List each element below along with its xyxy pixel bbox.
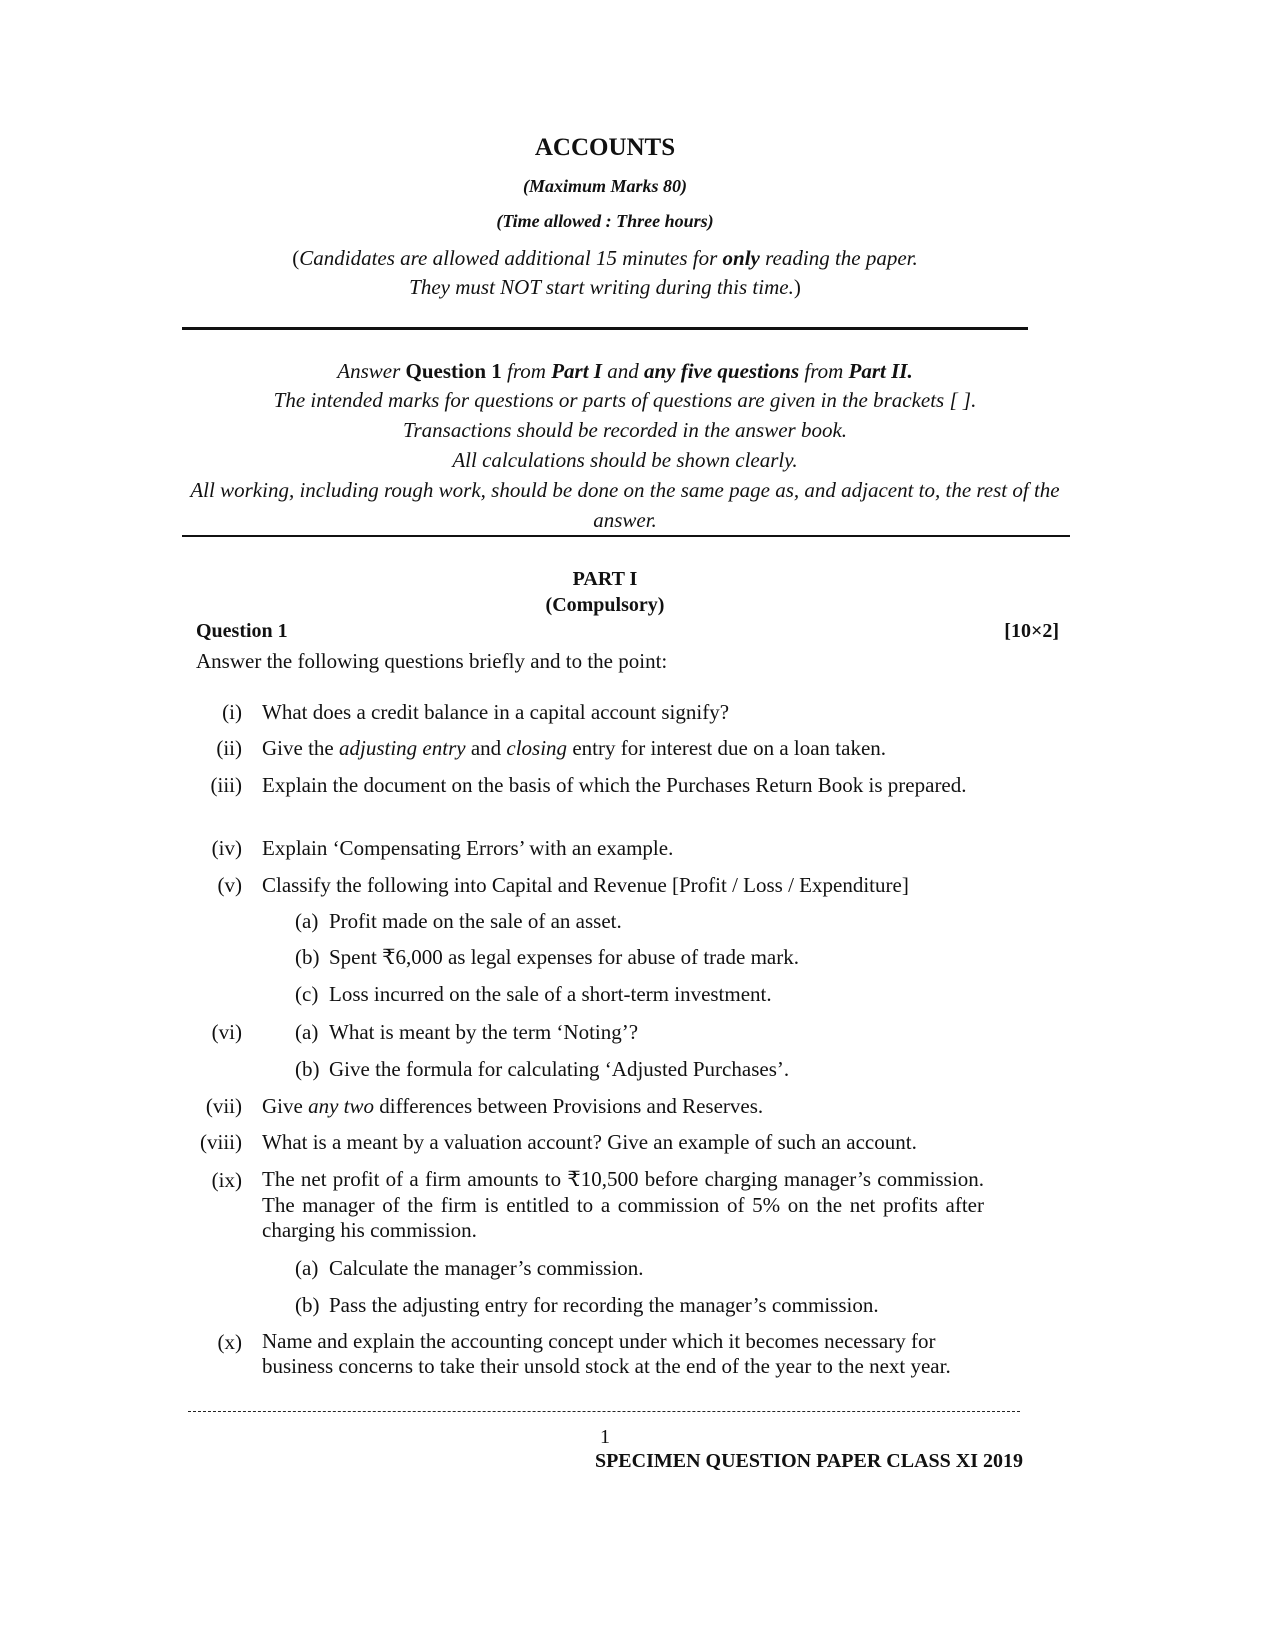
text-run: differences between Provisions and Reserves. [374,1094,764,1118]
item-number: (ix) [211,1168,242,1192]
instruction-line: Transactions should be recorded in the answer book. [402,418,848,442]
instruction-text: and [601,359,644,383]
paper-title: ACCOUNTS [534,134,676,161]
reading-note-text: Candidates are allowed additional 15 minutes for [299,246,723,270]
item-number: (i) [222,700,242,724]
reading-note-line2 [0,274,1210,300]
instruction-line [0,358,1250,384]
question-marks: [10×2] [1004,620,1059,642]
instruction-text: Answer [337,359,406,383]
item-text: Classify the following into Capital and Revenue [Profit / Loss / Expenditure] [262,873,909,897]
instruction-emphasis: Part I [551,359,602,383]
maximum-marks: (Maximum Marks 80) [522,176,688,196]
question-intro: Answer the following questions briefly and to the point: [196,649,668,673]
subitem-number: (a) [295,1256,319,1280]
text-run: entry for interest due on a loan taken. [567,736,887,760]
item-text: Explain ‘Compensating Errors’ with an example. [262,836,674,860]
subitem-number: (b) [295,1057,320,1081]
reading-note-emphasis: only [722,246,760,270]
subitem-number: (a) [295,909,319,933]
reading-note-text: They must NOT start writing during this time. [409,275,794,299]
subitem-text: Pass the adjusting entry for recording the manager’s commission. [329,1293,879,1317]
item-text: What is a meant by a valuation account? Give an example of such an account. [262,1130,917,1154]
subitem-text: Spent ₹6,000 as legal expenses for abuse of trade mark. [329,945,799,969]
item-number: (ii) [216,736,242,760]
item-number: (vii) [205,1094,242,1118]
text-run: Give the [262,736,339,760]
subitem-text: Give the formula for calculating ‘Adjusted Purchases’. [329,1057,790,1081]
item-number: (v) [217,873,242,897]
part-title: PART I [572,568,638,590]
page-number: 1 [600,1426,610,1448]
subitem-number: (c) [295,982,319,1006]
subitem-text: What is meant by the term ‘Noting’? [329,1020,639,1044]
item-number: (viii) [200,1130,242,1154]
item-text: The net profit of a firm amounts to ₹10,500 before charging manager’s commission. The manager of the firm is entitled to a commission of 5% on the net profits after charging his commission. [262,1167,984,1242]
instruction-text: from [501,359,552,383]
time-allowed: (Time allowed : Three hours) [496,211,714,231]
subitem-text: Profit made on the sale of an asset. [329,909,622,933]
text-run: Give [262,1094,309,1118]
item-text [262,735,984,761]
item-number: (iii) [210,773,242,797]
footer-caption: SPECIMEN QUESTION PAPER CLASS XI 2019 [594,1450,1023,1472]
reading-note-text: reading the paper. [759,246,918,270]
item-number: (iv) [211,836,242,860]
item-text: Name and explain the accounting concept under which it becomes necessary for business concerns to take their unsold stock at the end of the year to the next year. [262,1329,951,1378]
instruction-line: The intended marks for questions or parts of questions are given in the brackets [ ]. [273,388,977,412]
subitem-number: (b) [295,1293,320,1317]
question-label: Question 1 [196,620,288,642]
text-run-italic: closing [506,736,568,760]
item-text: What does a credit balance in a capital account signify? [262,700,730,724]
dashed-divider [188,1411,1020,1412]
text-run-italic: any two [308,1094,374,1118]
reading-note-line1 [0,245,1210,271]
instruction-line: All calculations should be shown clearly. [452,448,798,472]
text-run: and [465,736,507,760]
subitem-number: (a) [295,1020,319,1044]
instruction-line: All working, including rough work, should be done on the same page as, and adjacent to, the rest of the answer. [190,478,1060,532]
text-run-italic: adjusting entry [338,736,466,760]
subitem-text: Loss incurred on the sale of a short-term investment. [329,982,772,1006]
instruction-emphasis: Question 1 [405,359,502,383]
instruction-emphasis: Part II. [848,359,913,383]
item-number: (x) [217,1330,242,1354]
item-number: (vi) [211,1020,242,1044]
divider [182,327,1028,330]
instruction-text: from [799,359,849,383]
instruction-emphasis: any five questions [643,359,800,383]
divider [182,535,1070,537]
item-text [262,1093,984,1119]
paren-open: ( [292,246,300,270]
part-subtitle: (Compulsory) [545,594,665,616]
subitem-text: Calculate the manager’s commission. [329,1256,644,1280]
paren-close: ) [793,275,801,299]
subitem-number: (b) [295,945,320,969]
item-text: Explain the document on the basis of which the Purchases Return Book is prepared. [262,773,967,797]
